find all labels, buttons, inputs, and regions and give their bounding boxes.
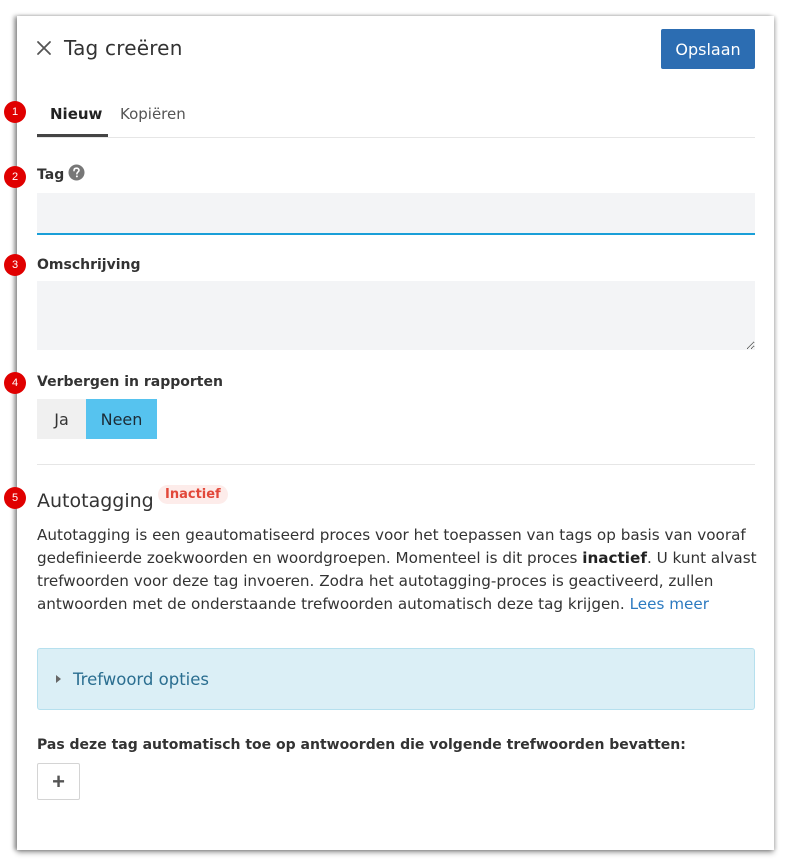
description-textarea[interactable]: [37, 281, 755, 350]
keywords-label: Pas deze tag automatisch toe op antwoorden die volgende trefwoorden bevatten:: [37, 737, 686, 753]
save-button[interactable]: Opslaan: [661, 29, 755, 69]
question-circle-icon[interactable]: [68, 164, 85, 181]
hide-in-reports-toggle: [37, 399, 157, 439]
keyword-options-label: Trefwoord opties: [73, 670, 210, 689]
keyword-options-accordion[interactable]: [37, 648, 755, 710]
autotagging-description: Autotagging is een geautomatiseerd proces voor het toepassen van tags op basis van vooraf gedefinieerde zoekwoorden en woordgroepen. Momenteel is dit proces inactief. U kunt alvast trefwoorden voor deze tag invoeren. Zodra het autotagging-proces is geactiveerd, zullen antwoorden met de onderstaande trefwoorden automatisch deze tag krijgen. Lees meer: [37, 526, 757, 613]
tag-field-label: Tag: [37, 167, 65, 183]
add-keyword-button[interactable]: +: [37, 763, 80, 800]
status-emphasis: inactief: [582, 549, 647, 567]
page-title: Tag creëren: [64, 36, 183, 60]
step-marker-2: 2: [4, 166, 26, 188]
autotagging-title: Autotagging: [37, 490, 154, 512]
step-marker-5: 5: [4, 487, 26, 509]
active-tab-indicator: [37, 134, 108, 137]
tab-bar: [37, 96, 755, 138]
status-badge: Inactief: [158, 485, 228, 504]
step-marker-3: 3: [4, 254, 26, 276]
tab-copy[interactable]: Kopiëren: [120, 105, 186, 123]
read-more-link[interactable]: Lees meer: [629, 595, 709, 613]
caret-right-icon: [56, 675, 61, 683]
description-field-label: Omschrijving: [37, 257, 141, 273]
section-divider: [37, 464, 755, 465]
tag-input[interactable]: [37, 193, 755, 235]
tab-new[interactable]: Nieuw: [50, 105, 103, 123]
step-marker-4: 4: [4, 372, 26, 394]
close-icon[interactable]: [36, 40, 52, 56]
step-marker-1: 1: [4, 101, 26, 123]
hide-in-reports-label: Verbergen in rapporten: [37, 374, 223, 390]
toggle-option-yes[interactable]: Ja: [37, 399, 86, 439]
toggle-option-no[interactable]: Neen: [86, 399, 157, 439]
